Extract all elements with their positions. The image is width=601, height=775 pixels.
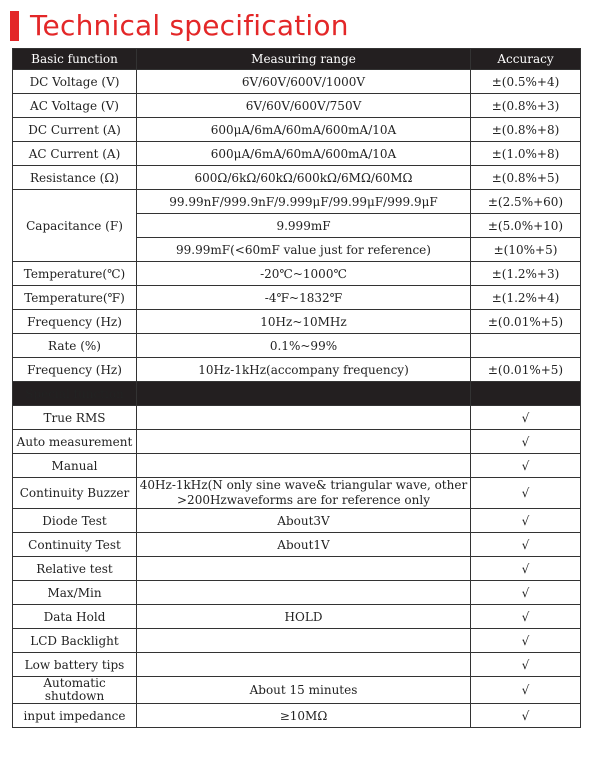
row-detail (137, 430, 471, 454)
row-check: √ (471, 533, 581, 557)
row-detail (137, 653, 471, 677)
spec-table (12, 48, 581, 728)
table-row (13, 509, 581, 533)
row-detail: About3V (137, 509, 471, 533)
row-function: Continuity Buzzer (13, 478, 137, 509)
row-range: 6V/60V/600V/1000V (137, 70, 471, 94)
row-range: 600Ω/6kΩ/60kΩ/600kΩ/6MΩ/60MΩ (137, 166, 471, 190)
row-function: Relative test (13, 557, 137, 581)
table-row (13, 533, 581, 557)
table-row (13, 94, 581, 118)
title-accent-bar (10, 11, 19, 41)
row-function: Max/Min (13, 581, 137, 605)
row-function: Low battery tips (13, 653, 137, 677)
row-accuracy: ±(1.2%+4) (471, 286, 581, 310)
row-accuracy: ±(0.8%+5) (471, 166, 581, 190)
row-detail (137, 454, 471, 478)
row-function: Rate (%) (13, 334, 137, 358)
row-function: LCD Backlight (13, 629, 137, 653)
row-check: √ (471, 581, 581, 605)
table-row (13, 310, 581, 334)
row-detail (137, 406, 471, 430)
row-accuracy: ±(0.01%+5) (471, 358, 581, 382)
table-header-row (13, 49, 581, 70)
table-row (13, 430, 581, 454)
table-row (13, 142, 581, 166)
row-range: 0.1%~99% (137, 334, 471, 358)
table-row (13, 605, 581, 629)
row-range: 10Hz~10MHz (137, 310, 471, 334)
table-row (13, 653, 581, 677)
row-range: 6V/60V/600V/750V (137, 94, 471, 118)
row-function: Diode Test (13, 509, 137, 533)
table-row (13, 629, 581, 653)
row-range: -4℉~1832℉ (137, 286, 471, 310)
row-accuracy (471, 334, 581, 358)
row-function: Continuity Test (13, 533, 137, 557)
table-row (13, 677, 581, 704)
table-row (13, 358, 581, 382)
header-accuracy: Accuracy (471, 49, 581, 70)
table-row (13, 286, 581, 310)
row-check: √ (471, 478, 581, 509)
row-check: √ (471, 629, 581, 653)
row-function: Manual (13, 454, 137, 478)
row-detail (137, 557, 471, 581)
row-range: 600μA/6mA/60mA/600mA/10A (137, 118, 471, 142)
title-block (10, 8, 349, 44)
header-basic-function: Basic function (13, 49, 137, 70)
row-function: Automatic shutdown (13, 677, 137, 704)
row-range: 9.999mF (137, 214, 471, 238)
row-function: Frequency (Hz) (13, 358, 137, 382)
table-row (13, 406, 581, 430)
row-accuracy: ±(10%+5) (471, 238, 581, 262)
row-check: √ (471, 704, 581, 728)
row-accuracy: ±(5.0%+10) (471, 214, 581, 238)
row-range: 600μA/6mA/60mA/600mA/10A (137, 142, 471, 166)
table-row (13, 70, 581, 94)
row-function: input impedance (13, 704, 137, 728)
row-detail (137, 629, 471, 653)
header-measuring-range: Measuring range (137, 49, 471, 70)
table-row (13, 581, 581, 605)
row-range: 10Hz-1kHz(accompany frequency) (137, 358, 471, 382)
header-blank (471, 382, 581, 406)
row-function: True RMS (13, 406, 137, 430)
row-function: Temperature(℃) (13, 262, 137, 286)
row-check: √ (471, 557, 581, 581)
table-row (13, 118, 581, 142)
row-accuracy: ±(0.8%+3) (471, 94, 581, 118)
row-function: AC Voltage (V) (13, 94, 137, 118)
row-range: -20℃~1000℃ (137, 262, 471, 286)
row-accuracy: ±(2.5%+60) (471, 190, 581, 214)
table-row-capacitance (13, 190, 581, 214)
special-function-header: Special function (13, 382, 137, 406)
page-title: Technical specification (30, 9, 349, 42)
row-function: Temperature(℉) (13, 286, 137, 310)
row-accuracy: ±(1.0%+8) (471, 142, 581, 166)
table-row (13, 262, 581, 286)
row-check: √ (471, 406, 581, 430)
row-function: DC Current (A) (13, 118, 137, 142)
row-detail (137, 581, 471, 605)
row-accuracy: ±(0.01%+5) (471, 310, 581, 334)
row-detail: About1V (137, 533, 471, 557)
row-accuracy: ±(1.2%+3) (471, 262, 581, 286)
table-row (13, 704, 581, 728)
row-detail: ≥10MΩ (137, 704, 471, 728)
row-check: √ (471, 677, 581, 704)
row-accuracy: ±(0.8%+8) (471, 118, 581, 142)
row-detail: 40Hz-1kHz(N only sine wave& triangular wave, other >200Hzwaveforms are for reference only (137, 478, 471, 509)
table-row (13, 557, 581, 581)
row-check: √ (471, 605, 581, 629)
row-function: AC Current (A) (13, 142, 137, 166)
special-function-header-row (13, 382, 581, 406)
row-range: 99.99mF(<60mF value just for reference) (137, 238, 471, 262)
row-detail: HOLD (137, 605, 471, 629)
row-range: 99.99nF/999.9nF/9.999μF/99.99μF/999.9μF (137, 190, 471, 214)
row-check: √ (471, 430, 581, 454)
table-row (13, 454, 581, 478)
table-row (13, 166, 581, 190)
row-function: DC Voltage (V) (13, 70, 137, 94)
table-row (13, 334, 581, 358)
row-check: √ (471, 454, 581, 478)
row-function: Frequency (Hz) (13, 310, 137, 334)
row-check: √ (471, 509, 581, 533)
row-function: Resistance (Ω) (13, 166, 137, 190)
table-row (13, 478, 581, 509)
row-function: Auto measurement (13, 430, 137, 454)
row-detail: About 15 minutes (137, 677, 471, 704)
row-function: Capacitance (F) (13, 190, 137, 262)
row-function: Data Hold (13, 605, 137, 629)
row-check: √ (471, 653, 581, 677)
header-blank (137, 382, 471, 406)
row-accuracy: ±(0.5%+4) (471, 70, 581, 94)
